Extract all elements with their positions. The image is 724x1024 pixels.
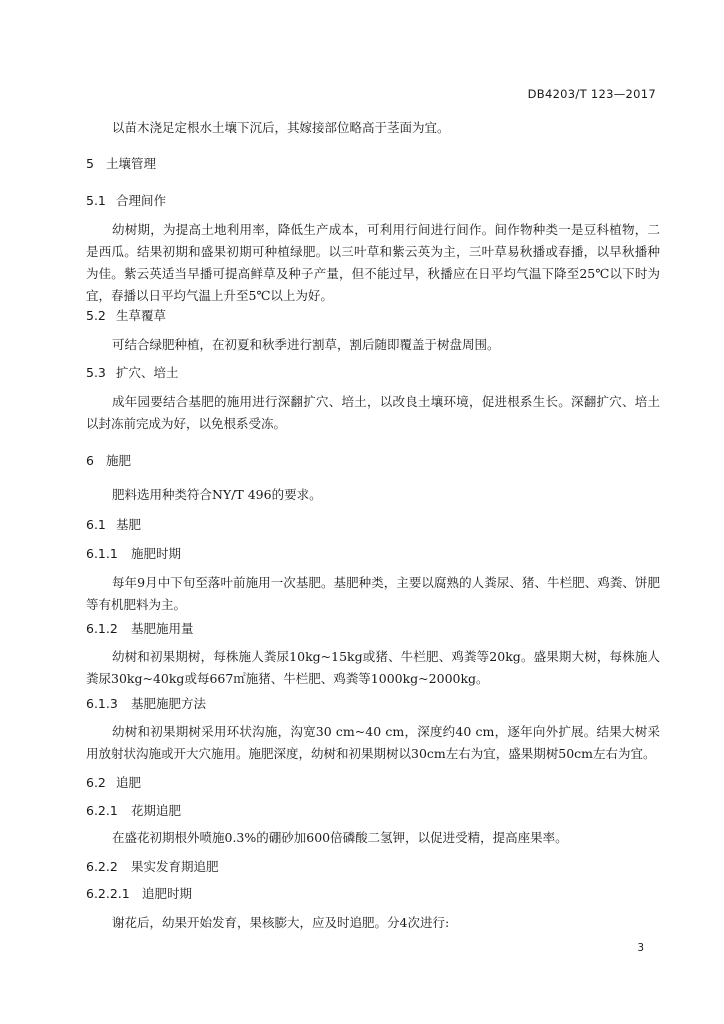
heading-number: 6.2 [86, 775, 106, 790]
heading-number: 6.1.1 [86, 546, 118, 561]
heading-number: 6.2.1 [86, 803, 118, 818]
section-heading [86, 858, 660, 876]
heading-title: 果实发育期追肥 [131, 859, 219, 874]
section-heading [86, 192, 660, 210]
heading-title: 生草覆草 [116, 308, 167, 323]
section-heading [86, 452, 660, 470]
paragraph [86, 827, 660, 849]
section-heading [86, 307, 660, 325]
heading-title: 土壤管理 [106, 156, 157, 171]
paragraph [86, 484, 660, 506]
section-heading [86, 695, 660, 713]
paragraph-text: 以苗木浇足定根水土壤下沉后，其嫁接部位略高于茎面为宜。 [112, 120, 450, 135]
heading-number: 6.2.2.1 [86, 886, 130, 901]
section-heading [86, 885, 660, 903]
heading-title: 施肥 [106, 453, 132, 468]
paragraph-text: 谢花后，幼果开始发育，果核膨大，应及时追肥。分4次进行: [112, 915, 450, 930]
heading-number: 6.1.3 [86, 696, 118, 711]
paragraph [86, 391, 660, 435]
section-heading [86, 516, 660, 534]
heading-title: 基肥施用量 [131, 621, 194, 636]
paragraph [86, 219, 660, 307]
section-heading [86, 545, 660, 563]
heading-title: 基肥 [116, 517, 142, 532]
section-heading [86, 620, 660, 638]
section-heading [86, 364, 660, 382]
section-heading [86, 155, 660, 173]
heading-number: 6.1 [86, 517, 106, 532]
paragraph [86, 912, 660, 934]
paragraph [86, 646, 660, 690]
heading-number: 5 [86, 156, 94, 171]
paragraph-text: 每年9月中下旬至落叶前施用一次基肥。基肥种类，主要以腐熟的人粪尿、猪、牛栏肥、鸡粪、饼肥等有机肥料为主。 [86, 575, 660, 612]
heading-number: 5.2 [86, 308, 106, 323]
paragraph-text: 在盛花初期根外喷施0.3%的硼砂加600倍磷酸二氢钾，以促进受精，提高座果率。 [112, 830, 568, 845]
paragraph-text: 幼树和初果期树采用环状沟施，沟宽30 cm~40 cm，深度约40 cm，逐年向外扩展。结果大树采用放射状沟施或开大穴施用。施肥深度，幼树和初果期树以30cm左右为宜，盛果期树50cm左右为宜。 [86, 724, 660, 761]
heading-title: 施肥时期 [131, 546, 182, 561]
page-number: 3 [637, 942, 644, 954]
standard-code: DB4203/T 123—2017 [527, 87, 656, 101]
paragraph-text: 肥料选用种类符合NY/T 496的要求。 [112, 487, 322, 502]
section-heading [86, 802, 660, 820]
heading-title: 扩穴、培土 [116, 365, 179, 380]
paragraph-text: 幼树期，为提高土地利用率，降低生产成本，可利用行间进行间作。间作物种类一是豆科植物，二是西瓜。结果初期和盛果初期可种植绿肥。以三叶草和紫云英为主，三叶草易秋播或春播，以早秋播种为佳。紫云英适当早播可提高鲜草及种子产量，但不能过早，秋播应在日平均气温下降至25℃以下时为宜，春播以日平均气温上升至5℃以上为好。 [86, 222, 660, 303]
heading-number: 6.2.2 [86, 859, 118, 874]
paragraph [86, 117, 660, 139]
paragraph-text: 可结合绿肥种植，在初夏和秋季进行割草，割后随即覆盖于树盘周围。 [112, 337, 500, 352]
heading-title: 花期追肥 [131, 803, 182, 818]
heading-number: 6.1.2 [86, 621, 118, 636]
heading-number: 6 [86, 453, 94, 468]
heading-title: 合理间作 [116, 193, 167, 208]
heading-title: 追肥时期 [142, 886, 193, 901]
paragraph [86, 721, 660, 765]
paragraph-text: 成年园要结合基肥的施用进行深翻扩穴、培土，以改良土壤环境，促进根系生长。深翻扩穴、培土以封冻前完成为好，以免根系受冻。 [86, 394, 660, 431]
heading-title: 追肥 [116, 775, 142, 790]
paragraph [86, 572, 660, 616]
heading-number: 5.1 [86, 193, 106, 208]
paragraph-text: 幼树和初果期树，每株施人粪尿10kg~15kg或猪、牛栏肥、鸡粪等20kg。盛果期大树，每株施人粪尿30kg~40kg或每667㎡施猪、牛栏肥、鸡粪等1000kg~2000kg。 [86, 649, 660, 686]
heading-number: 5.3 [86, 365, 106, 380]
heading-title: 基肥施肥方法 [131, 696, 207, 711]
section-heading [86, 774, 660, 792]
paragraph [86, 334, 660, 356]
